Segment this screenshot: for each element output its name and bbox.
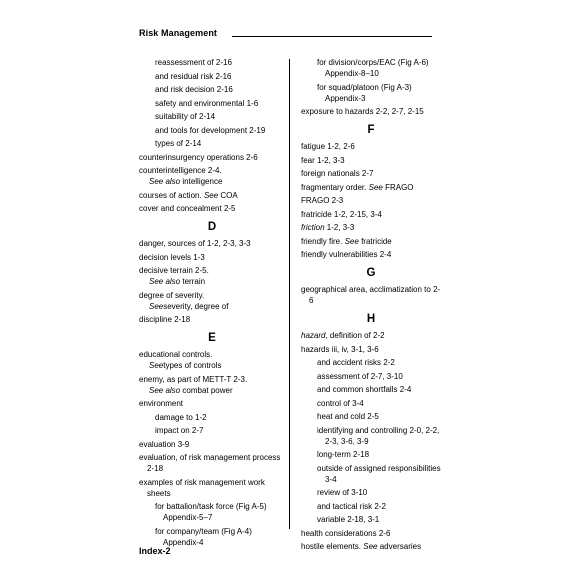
index-entry <box>139 238 285 249</box>
entry-text: control of 3-4 <box>317 398 364 408</box>
index-subentry <box>147 98 285 109</box>
index-subentry <box>309 411 441 422</box>
index-entry <box>301 195 441 206</box>
index-subentry <box>147 138 285 149</box>
entry-text: and common shortfalls 2-4 <box>317 385 412 394</box>
entry-text: health considerations 2-6 <box>301 528 391 538</box>
see-also-target: intelligence <box>182 177 223 186</box>
entry-text: identifying and controlling 2-0, 2-2, 2-3, 3-6, 3-9 <box>317 425 440 446</box>
index-subentry <box>147 125 285 136</box>
entry-text: discipline 2-18 <box>139 315 191 324</box>
see-target: fratricide <box>361 236 392 246</box>
entry-text: and risk decision 2-16 <box>155 85 233 94</box>
index-entry <box>301 155 441 166</box>
entry-text: geographical area, acclimatization to 2-6 <box>301 285 441 305</box>
entry-text: courses of action. <box>139 190 202 200</box>
index-entry <box>139 190 285 201</box>
index-column-right <box>301 57 441 555</box>
entry-italic-term: friction <box>301 223 325 232</box>
index-subentry <box>309 357 441 368</box>
see-label: See <box>149 361 164 370</box>
index-subentry <box>309 463 441 485</box>
entry-text: for division/corps/EAC (Fig A-6) Appendix-8–10 <box>317 58 429 78</box>
index-subentry <box>147 501 285 523</box>
index-section-letter: H <box>366 313 376 325</box>
header-rule <box>232 36 432 37</box>
index-entry <box>301 249 441 260</box>
entry-text: and tools for development 2-19 <box>155 125 266 135</box>
index-entry <box>301 344 441 355</box>
index-entry <box>139 314 285 325</box>
see-target: FRAGO <box>385 182 414 192</box>
index-entry <box>301 209 441 220</box>
index-entry <box>139 290 285 312</box>
index-entry <box>139 349 285 371</box>
index-subentry <box>147 71 285 82</box>
index-subentry <box>309 384 441 395</box>
entry-text: hostile elements. <box>301 542 362 551</box>
entry-text: examples of risk management work sheets <box>139 477 265 498</box>
index-entry <box>301 330 441 341</box>
index-entry <box>301 528 441 539</box>
entry-text: environment <box>139 399 184 408</box>
index-entry <box>301 168 441 179</box>
index-entry <box>139 265 285 287</box>
index-entry <box>301 106 441 117</box>
index-subentry <box>309 501 441 512</box>
index-entry <box>301 541 441 552</box>
index-section-letter: G <box>366 267 376 279</box>
index-subentry <box>309 487 441 498</box>
entry-text: counterintelligence 2-4. <box>139 166 222 175</box>
see-also-label: See also <box>149 277 181 286</box>
index-subentry <box>309 449 441 460</box>
entry-text: fear 1-2, 3-3 <box>301 155 345 165</box>
entry-text: and accident risks 2-2 <box>317 358 395 367</box>
see-label: See <box>203 190 219 200</box>
index-subentry <box>147 84 285 95</box>
entry-text: , definition of 2-2 <box>325 331 385 340</box>
see-line <box>147 360 285 371</box>
entry-text: exposure to hazards 2-2, 2-7, 2-15 <box>301 107 424 116</box>
entry-text: for company/team (Fig A-4) Appendix-4 <box>155 526 252 547</box>
index-entry <box>139 452 285 474</box>
index-section-letter: E <box>208 332 216 344</box>
entry-text: outside of assigned responsibilities 3-4 <box>317 463 441 484</box>
index-entry <box>301 284 441 306</box>
entry-text: long-term 2-18 <box>317 450 370 459</box>
entry-text: damage to 1-2 <box>155 412 207 422</box>
index-section-letter: D <box>207 221 217 233</box>
column-divider <box>289 59 290 529</box>
see-also-target: terrain <box>182 277 206 286</box>
entry-text: decisive terrain 2-5. <box>139 266 209 275</box>
index-entry <box>139 398 285 409</box>
see-also-line <box>147 276 285 287</box>
entry-text: and tactical risk 2-2 <box>317 501 386 511</box>
entry-text: evaluation, of risk management process 2-18 <box>139 453 281 473</box>
entry-text: hazards iii, iv, 3-1, 3-6 <box>301 344 379 354</box>
entry-text: degree of severity. <box>139 290 205 300</box>
see-also-target: combat power <box>182 385 233 395</box>
see-line <box>147 301 285 312</box>
entry-text: educational controls. <box>139 350 213 359</box>
index-column-left <box>139 57 285 550</box>
index-entry <box>139 374 285 396</box>
see-label: See <box>344 236 359 246</box>
index-subentry <box>147 526 285 548</box>
see-target: adversaries <box>379 542 422 551</box>
index-entry <box>139 152 285 163</box>
entry-text: counterinsurgency operations 2-6 <box>139 152 258 162</box>
entry-text: for squad/platoon (Fig A-3) Appendix-3 <box>317 82 412 103</box>
see-target: severity, degree of <box>163 301 229 311</box>
index-subentry <box>147 57 285 68</box>
see-label: See <box>368 182 383 192</box>
entry-text: review of 3-10 <box>317 488 368 497</box>
entry-text: variable 2-18, 3-1 <box>317 515 380 524</box>
see-target: COA <box>220 190 238 200</box>
index-section-letter: F <box>367 124 375 136</box>
entry-text: 1-2, 3-3 <box>324 223 355 232</box>
index-entry <box>301 182 441 193</box>
entry-text: safety and environmental 1-6 <box>155 98 259 108</box>
index-entry <box>139 439 285 450</box>
index-entry <box>301 236 441 247</box>
entry-text: foreign nationals 2-7 <box>301 169 374 178</box>
see-label: See <box>149 301 164 311</box>
entry-text: FRAGO 2-3 <box>301 196 344 205</box>
entry-text: friendly fire. <box>301 236 343 246</box>
entry-text: danger, sources of 1-2, 2-3, 3-3 <box>139 239 251 248</box>
running-header-title: Risk Management <box>139 28 218 38</box>
index-subentry <box>309 57 441 79</box>
index-entry <box>139 477 285 499</box>
see-label: See <box>363 542 378 551</box>
index-entry <box>139 252 285 263</box>
page-number-footer: Index-2 <box>139 546 171 556</box>
index-subentry <box>309 514 441 525</box>
index-entry <box>301 222 441 233</box>
entry-text: reassessment of 2-16 <box>155 58 232 67</box>
entry-text: and residual risk 2-16 <box>155 71 232 81</box>
entry-text: cover and concealment 2-5 <box>139 204 236 213</box>
see-also-line <box>147 385 285 396</box>
see-also-label: See also <box>149 385 181 395</box>
entry-text: evaluation 3-9 <box>139 439 190 449</box>
index-entry <box>139 165 285 187</box>
see-target: types of controls <box>163 361 222 370</box>
entry-text: decision levels 1-3 <box>139 252 205 262</box>
entry-text: friendly vulnerabilities 2-4 <box>301 250 392 259</box>
see-also-label: See also <box>149 177 181 186</box>
entry-text: heat and cold 2-5 <box>317 412 379 421</box>
index-subentry <box>309 371 441 382</box>
entry-text: assessment of 2-7, 3-10 <box>317 371 403 381</box>
entry-text: enemy, as part of METT-T 2-3. <box>139 374 248 384</box>
entry-text: suitability of 2-14 <box>155 112 216 121</box>
entry-text: for battalion/task force (Fig A-5) Appendix-5–7 <box>155 502 267 522</box>
index-subentry <box>147 425 285 436</box>
index-subentry <box>309 425 441 447</box>
index-entry <box>301 141 441 152</box>
entry-text: fatigue 1-2, 2-6 <box>301 142 355 151</box>
index-subentry <box>309 398 441 409</box>
entry-text: fragmentary order. <box>301 182 367 192</box>
entry-text: types of 2-14 <box>155 139 202 148</box>
index-subentry <box>309 82 441 104</box>
entry-text: impact on 2-7 <box>155 426 204 435</box>
see-also-line <box>147 176 285 187</box>
entry-text: fratricide 1-2, 2-15, 3-4 <box>301 209 382 219</box>
entry-italic-term: hazard <box>301 331 326 340</box>
index-entry <box>139 203 285 214</box>
index-subentry <box>147 412 285 423</box>
index-subentry <box>147 111 285 122</box>
